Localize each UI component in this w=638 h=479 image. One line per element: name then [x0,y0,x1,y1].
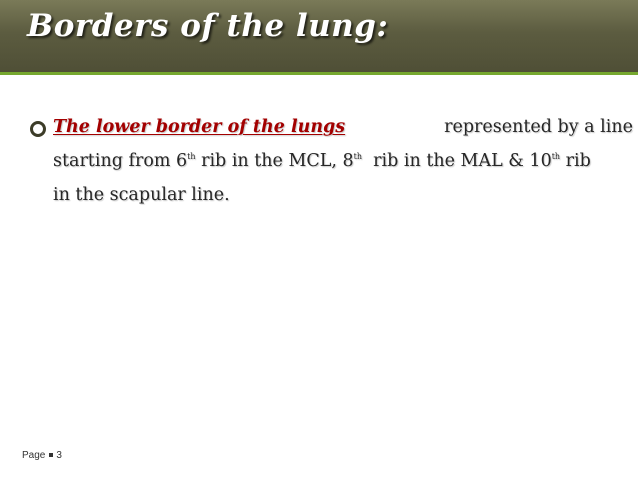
line2-d: rib [560,151,591,171]
line2-b: rib in the MCL, 8 [195,151,354,171]
superscript-th-2: th [353,152,363,161]
slide-title: Borders of the lung: [27,8,389,44]
title-bar [0,0,638,72]
bullet-text [53,110,633,212]
line2-c: rib in the MAL & 10 [362,151,552,171]
title-divider [0,72,638,75]
footer-label: Page [22,450,46,461]
square-bullet-icon [49,453,53,457]
emphasis-text: The lower border of the lungs [53,117,346,137]
bullet-line-2 [53,144,633,178]
bullet-line-1-rest: represented by a line [444,117,633,137]
bullet-line-1 [53,110,633,144]
circle-bullet-icon [30,121,46,137]
superscript-th-1: th [187,152,196,161]
page-footer [22,450,62,461]
bullet-line-3: in the scapular line. [53,185,230,205]
page-number: 3 [56,450,62,461]
line2-a: starting from 6 [53,151,188,171]
superscript-th-3: th [551,152,561,161]
